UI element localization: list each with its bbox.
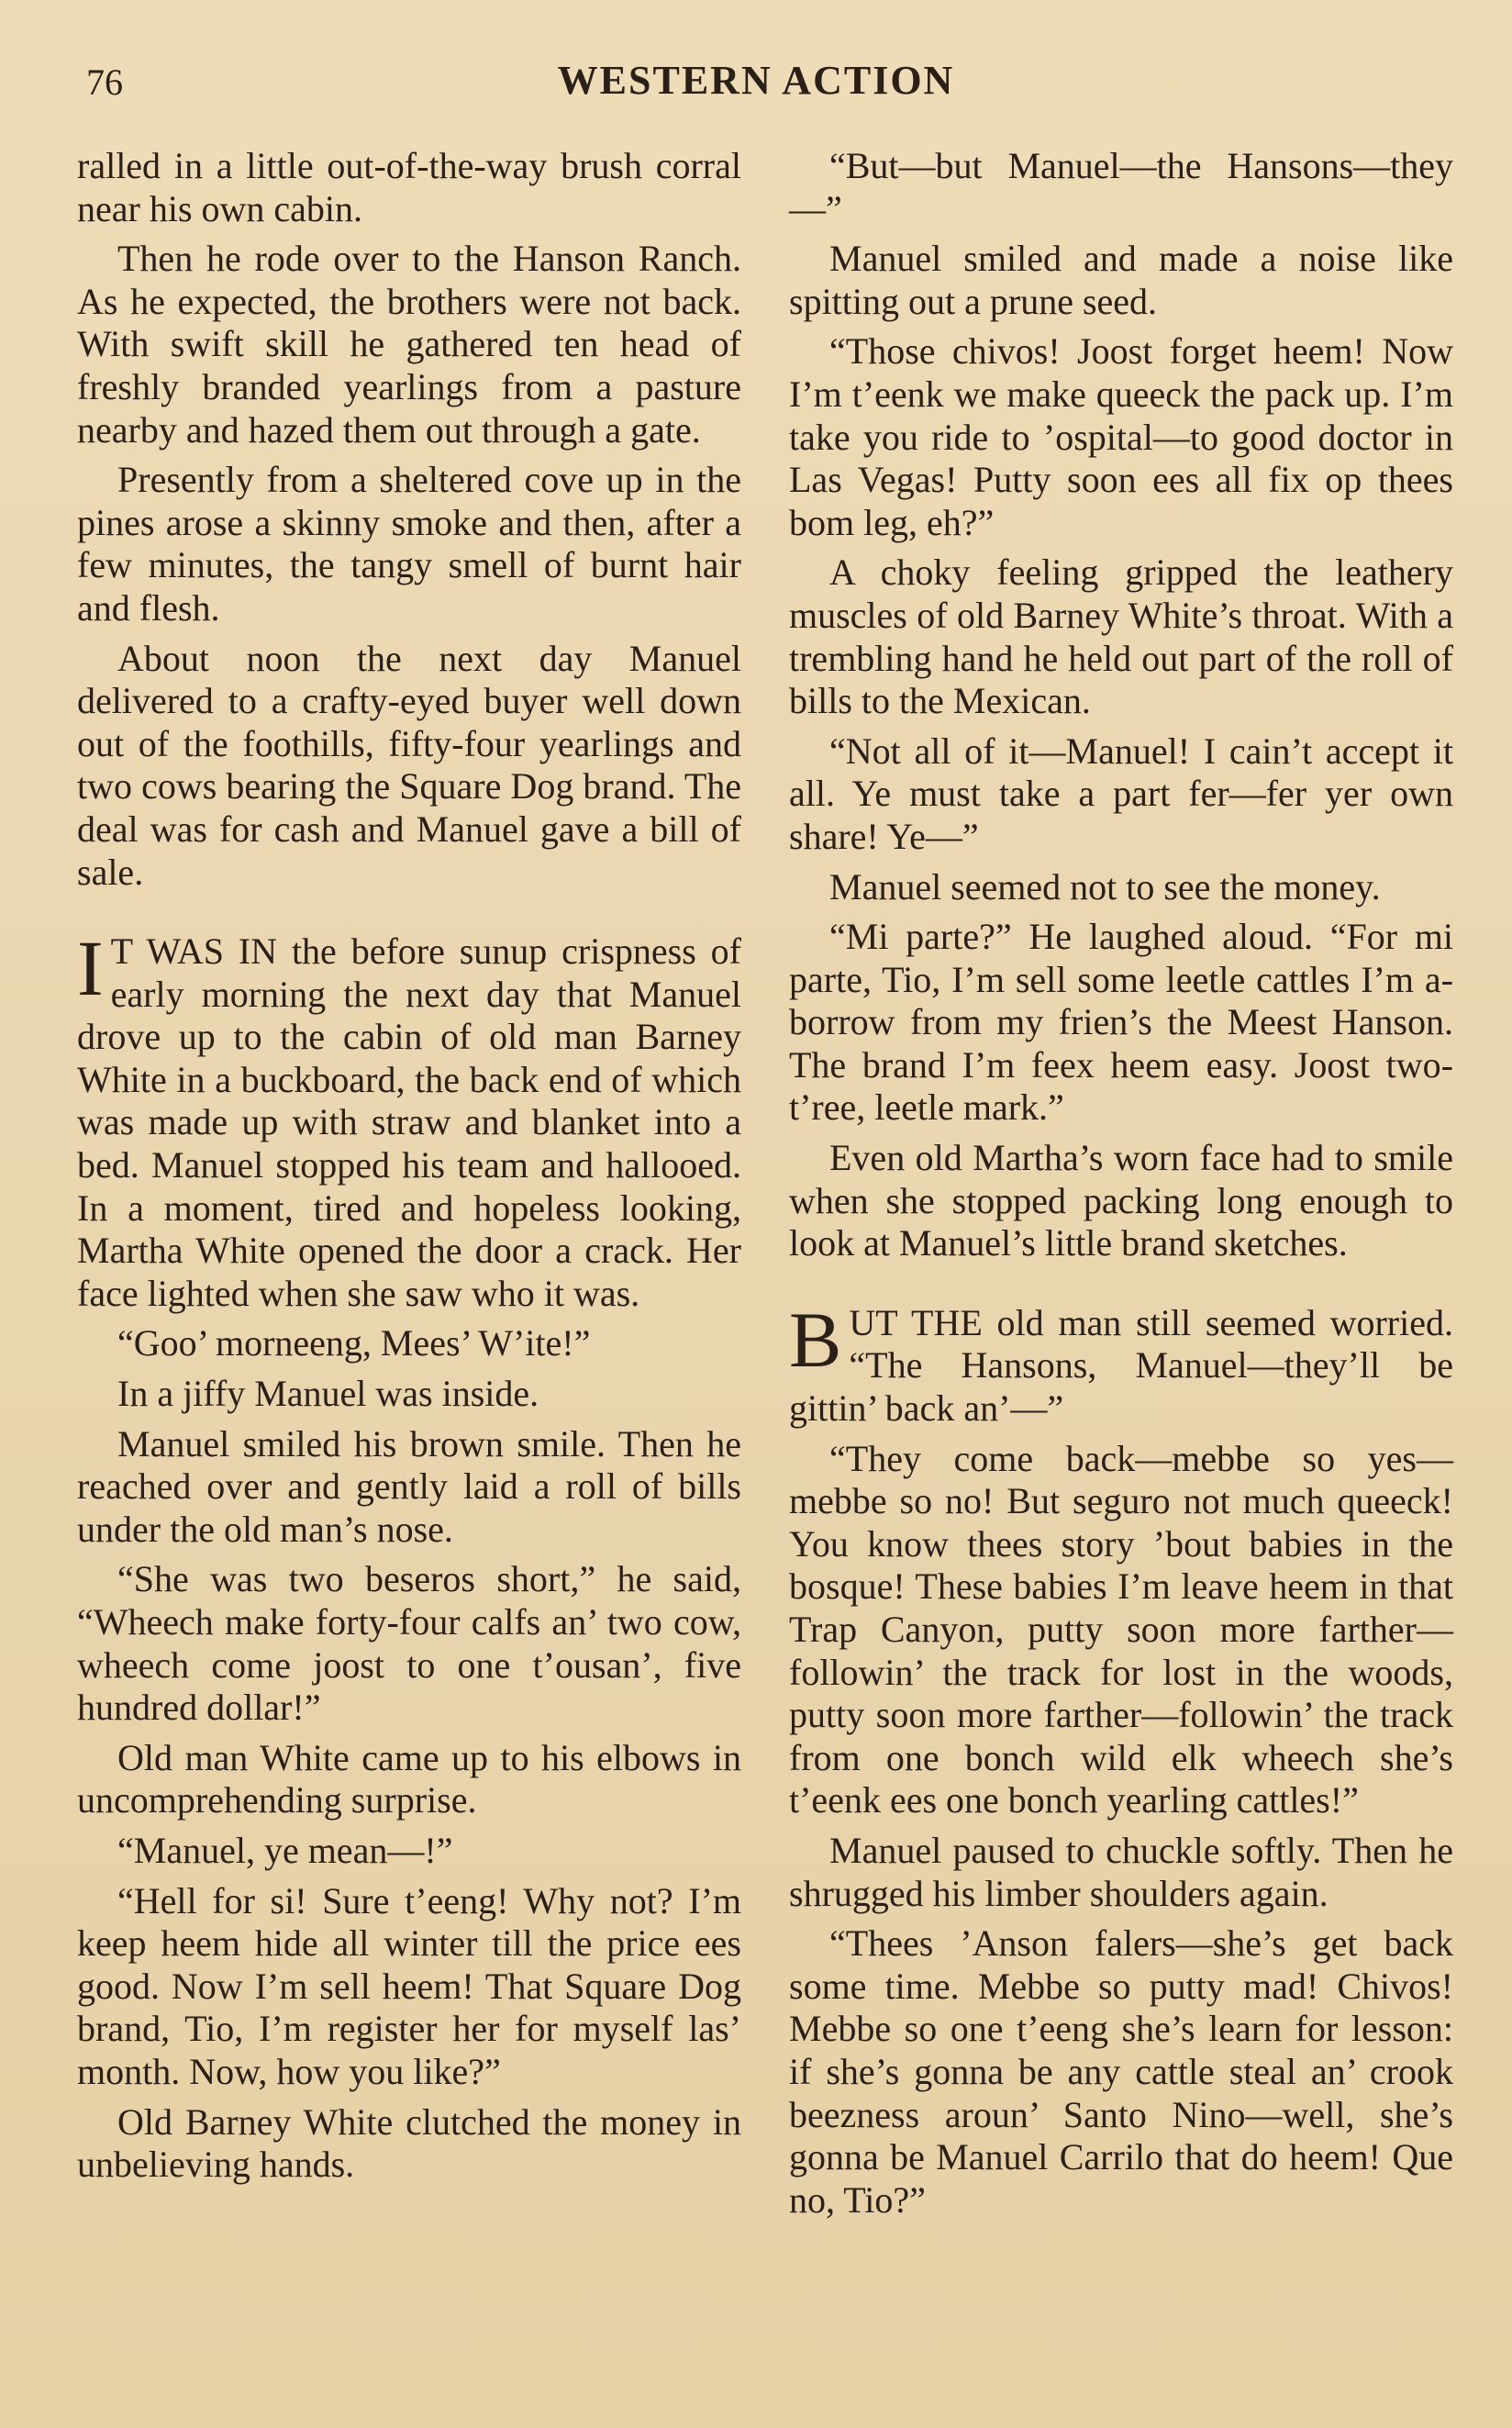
paragraph: “Mi parte?” He laughed aloud. “For mi parte, Tio, I’m sell some leetle cattles I’m a-borrow from my frien’s the Meest Hanson. The brand I’m feex heem easy. Joost two-t’ree, leetle mark.” — [789, 916, 1453, 1129]
paragraph: “She was two beseros short,” he said, “Wheech make forty-four calfs an’ two cow, wheech come joost to one t’ousan’, five hundred dollar!” — [77, 1558, 741, 1729]
drop-cap: I — [77, 924, 104, 1013]
left-column — [77, 145, 741, 2194]
paragraph: “Hell for si! Sure t’eeng! Why not? I’m keep heem hide all winter till the price ees good. Now I’m sell heem! That Square Dog brand, Tio, I’m register her for myself las’ month. Now, how you like?” — [77, 1879, 741, 2092]
section-text: old man still seemed worried. “The Hansons, Manuel—they’ll be gittin’ back an’—” — [789, 1301, 1453, 1430]
paragraph: Manuel smiled and made a noise like spitting out a prune seed. — [789, 238, 1453, 322]
paragraph: “But—but Manuel—the Hansons—they—” — [789, 145, 1453, 229]
paragraph: “Goo’ morneeng, Mees’ W’ite!” — [117, 1322, 591, 1364]
paragraph: In a jiffy Manuel was inside. — [117, 1373, 539, 1415]
paragraph: About noon the next day Manuel delivered to a crafty-eyed buyer well down out of the foothills, fifty-four yearlings and two cows bearing the Square Dog brand. The deal was for cash and Manuel gave a bill of sale. — [77, 637, 741, 893]
paragraph: Even old Martha’s worn face had to smile when she stopped packing long enough to look at Manuel’s little brand sketches. — [789, 1137, 1453, 1264]
paragraph: “Manuel, ye mean—!” — [117, 1829, 453, 1871]
paragraph: Then he rode over to the Hanson Ranch. As he expected, the brothers were not back. With swift skill he gathered ten head of freshly branded yearlings from a pasture nearby and hazed them out through a gate. — [77, 238, 741, 451]
section-lead-in: T WAS IN — [110, 930, 278, 973]
paragraph: A choky feeling gripped the leathery muscles of old Barney White’s throat. With a trembling hand he held out part of the roll of bills to the Mexican. — [789, 551, 1453, 722]
section-lead-in: UT THE — [849, 1301, 983, 1343]
paragraph: Old Barney White clutched the money in unbelieving hands. — [77, 2100, 741, 2186]
paragraph: Manuel smiled his brown smile. Then he reached over and gently laid a roll of bills under the old man’s nose. — [77, 1422, 741, 1550]
paragraph: ralled in a little out-of-the-way brush corral near his own cabin. — [77, 145, 741, 229]
page-number: 76 — [86, 61, 123, 103]
paragraph: “Not all of it—Manuel! I cain’t accept it all. Ye must take a part fer—fer yer own share! Ye—” — [789, 730, 1453, 857]
paragraph: “Those chivos! Joost forget heem! Now I’m t’eenk we make queeck the pack up. I’m take you ride to ’ospital—to good doctor in Las Vegas! Putty soon ees all fix op thees bom leg, eh?” — [789, 330, 1453, 543]
section-opening-paragraph — [789, 1295, 1453, 1431]
right-column — [789, 145, 1453, 2229]
section-text: the before sunup crispness of early morning the next day that Manuel drove up to the cabin of old man Barney White in a buckboard, the back end of which was made up with straw and blanket into a bed. Manuel stopped his team and hallooed. In a moment, tired and hopeless looking, Martha White opened the door a crack. Her face lighted when she saw who it was. — [77, 930, 742, 1314]
magazine-title: WESTERN ACTION — [557, 58, 955, 103]
drop-cap: B — [789, 1295, 842, 1384]
page-header — [0, 57, 1512, 112]
paragraph: “Thees ’Anson falers—she’s get back some time. Mebbe so putty mad! Chivos! Mebbe so one t’eeng she’s learn for lesson: if she’s gonna be any cattle steal an’ crook beezness aroun’ Santo Nino—well, she’s gonna be Manuel Carrilo that do heem! Que no, Tio?” — [789, 1922, 1453, 2221]
paragraph: Manuel paused to chuckle softly. Then he shrugged his limber shoulders again. — [789, 1829, 1453, 1914]
paragraph: Manuel seemed not to see the money. — [829, 865, 1381, 908]
section-opening-paragraph — [77, 924, 742, 1315]
paragraph: Presently from a sheltered cove up in the pines arose a skinny smoke and then, after a few minutes, the tangy smell of burnt hair and flesh. — [77, 459, 741, 629]
paragraph: Old man White came up to his elbows in uncomprehending surprise. — [77, 1736, 741, 1821]
paragraph: “They come back—mebbe so yes—mebbe so no! But seguro not much queeck! You know thees story ’bout babies in the bosque! These babies I’m leave heem in that Trap Canyon, putty soon more farther—followin’ the track for lost in the woods, putty soon more farther—followin’ the track from one bonch wild elk wheech she’s t’eenk ees one bonch yearling cattles!” — [789, 1437, 1453, 1821]
